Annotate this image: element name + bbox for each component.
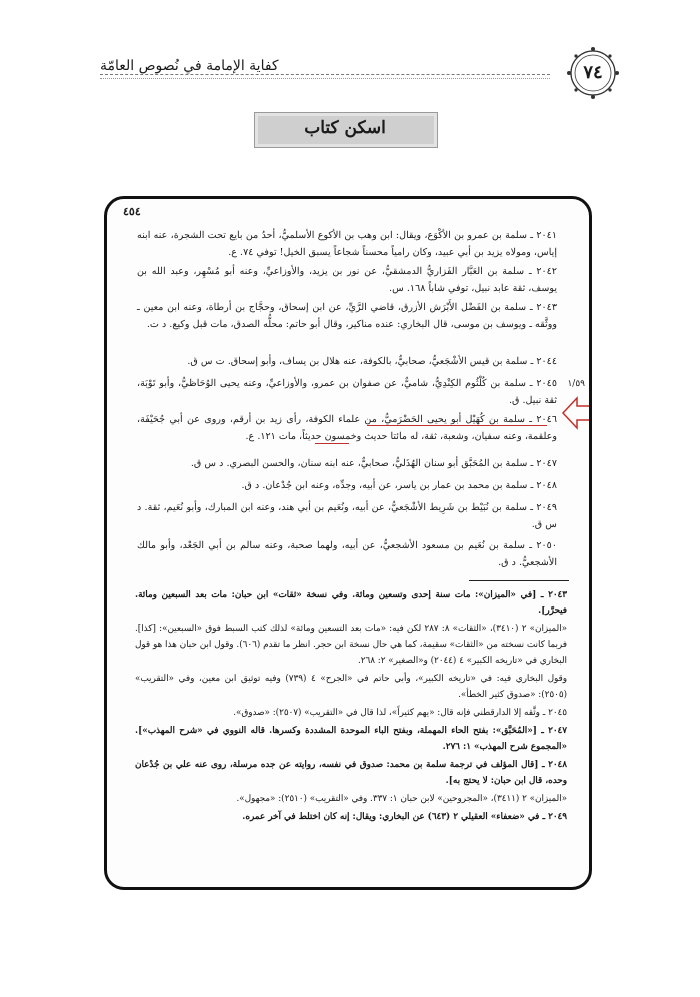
entry-2044: ٢٠٤٤ ـ سلمة بن قيس الأشْجَعيُّ، صحابيٌّ، بالكوفة، عنه هلال بن يساف، وأبو إسحاق. ت س ق. (187, 356, 557, 367)
entry-2041: ٢٠٤١ ـ سلمة بن عمرو بن الأكْوَع، ويقال: ابن وهب بن الأكوع الأسلميُّ، أحدُ من بايع تحت الشجرة، عنه ابنه إياس، ومولاه يزيد بن أبي عبيد، وكان رامياً محسناً شجاعاً يسبق الخيل! توفي ٧٤. ع. (137, 230, 557, 258)
running-header-title: كفاية الإمامة في نُصوص العامّة (100, 58, 279, 74)
note-2045: ٢٠٤٥ ـ وثَّقه إلا الدارقطني فإنه قال: «يهم كثيراً»، لذا قال في «التقريب» (٢٥٠٧): «صدوق». (233, 708, 567, 718)
entry-2045: ٢٠٤٥ ـ سلمة بن كُلْثُوم الكِنْدِيُّ، شاميٌّ، عن صفوان بن عمرو، والأوزاعيِّ، وعنه يحيى الوُحَاظيُّ، وأبو تَوْبَة، ثقة نبيل. ق. (137, 378, 557, 406)
page-number: ٧٤ (583, 62, 603, 83)
entry-2043: ٢٠٤٣ ـ سلمة بن الفَضْل الأَبْرَش الأزرق، قاضي الرَّيِّ، عن ابن إسحاق، وحجَّاج بن أرطاة، وعنه ابن معين ـ ووثَّقه ـ ويوسف بن موسى، قال البخاري: عنده مناكير، وقال أبو حاتم: محلُّه الصدق، مات قبل وكيع. د ت. (137, 302, 557, 330)
note-2043-bukhari: وقول البخاري فيه: في «تاريخه الكبير»، وأبي حاتم في «الجرح» ٤ (٧٣٩) وفيه توثيق ابن معين، وفي «التقريب» (٢٥٠٥): «صدوق كثير الخطأ». (135, 674, 568, 700)
note-2047: ٢٠٤٧ ـ [«المُحَبَّق»: بفتح الحاء المهملة، وبفتح الباء الموحدة المشددة وكسرها. قاله النووي في «شرح المهذب»]. «المجموع شرح المهذب» ١: ٢٧٦. (135, 726, 567, 752)
red-underline (367, 425, 547, 426)
entry-2046: ٢٠٤٦ ـ سلمة بن كُهَيْل أبو يحيى الحَضْرَميُّ، من علماء الكوفة، رأى زيد بن أرقم، وروى عن أبي جُحَيْفَة، وعلقمة، وعنه سفيان، وشعبة، ثقة، له مائتا حديث وخمسون حديثاً، مات ١٢١. ع. (137, 414, 557, 442)
note-2048-sources: «الميزان» ٢ (٣٤١١)، «المجروحين» لابن حبان ١: ٣٣٧. وفي «التقريب» (٢٥١٠): «مجهول». (236, 794, 567, 804)
red-arrow-icon (561, 396, 592, 430)
note-2049: ٢٠٤٩ ـ في «ضعفاء» العقيلي ٢ (٦٤٣) عن البخاري: ويقال: إنه كان اختلط في آخر عمره. (242, 812, 567, 822)
note-2043-sources: «الميزان» ٢ (٣٤١٠)، «الثقات» ٨: ٢٨٧ لكن فيه: «مات بعد التسعين ومائة» لذلك كتب السبط فوق «السبعين»: [كذا]. فربما كانت نسخته من «الثقات» سقيمة، كما هي حال نسخة ابن حجر. انظر ما تقدم (٦٠٦). وقول ابن حبان هذا هو قول البخاري في «تاريخه الكبير» ٤ (٢٠٤٤) و«الصغير» ٢: ٢٦٨. (135, 624, 568, 666)
note-2043: ٢٠٤٣ ـ [في «الميزان»: مات سنة إحدى وتسعين ومائة. وفي نسخة «ثقات» ابن حبان: مات بعد السبعين ومائة. فيحرَّر]. (135, 590, 567, 616)
entry-2048: ٢٠٤٨ ـ سلمة بن محمد بن عمار بن ياسر، عن أبيه، وجدِّه، وعنه ابن جُدْعان. د ق. (241, 480, 557, 491)
entry-2042: ٢٠٤٢ ـ سلمة بن العَبَّار الفَزاريُّ الدمشقيُّ، عن نور بن يزيد، والأوزاعيِّ، وعنه أبو مُسْهِر، وعبد الله بن يوسف، ثقة عابد نبيل، توفي شاباً ١٦٨. س. (137, 266, 557, 294)
entry-2047: ٢٠٤٧ ـ سلمة بن المُحَبَّق أبو سنان الهُذَليُّ، صحابيٌّ، عنه ابنه سنان، والحسن البصري. د س ق. (190, 458, 557, 469)
header-rule (100, 74, 550, 75)
footnote-divider (469, 580, 569, 581)
red-underline-thiqa (315, 443, 349, 444)
scan-label: اسكن كتاب (304, 118, 386, 138)
entry-2050: ٢٠٥٠ ـ سلمة بن نُعَيم بن مسعود الأشجعيُّ، عن أبيه، ولهما صحبة، وعنه سالم بن أبي الجَعْد، وأبو مالك الأشجعيُّ. د ق. (137, 540, 557, 568)
note-2048: ٢٠٤٨ ـ [قال المؤلف في ترجمة سلمة بن محمد: صدوق في نفسه، روايته عن جده مرسلة، روى عنه علي بن جُدْعان وحده، قال ابن حبان: لا يحتج به]. (135, 760, 567, 786)
scanned-page-image (104, 196, 592, 890)
scanned-page-number: ٤٥٤ (123, 205, 141, 218)
header-rule-dotted (100, 78, 550, 79)
entry-2049: ٢٠٤٩ ـ سلمة بن نُبَيْط بن شَرِيط الأشْجَعيُّ، عن أبيه، ونُعَيم بن أبي هند، وعنه ابن المبارك، وأبو نُعَيم، ثقة. د س ق. (137, 502, 557, 530)
margin-reference: ١/٥٩ (567, 379, 585, 389)
